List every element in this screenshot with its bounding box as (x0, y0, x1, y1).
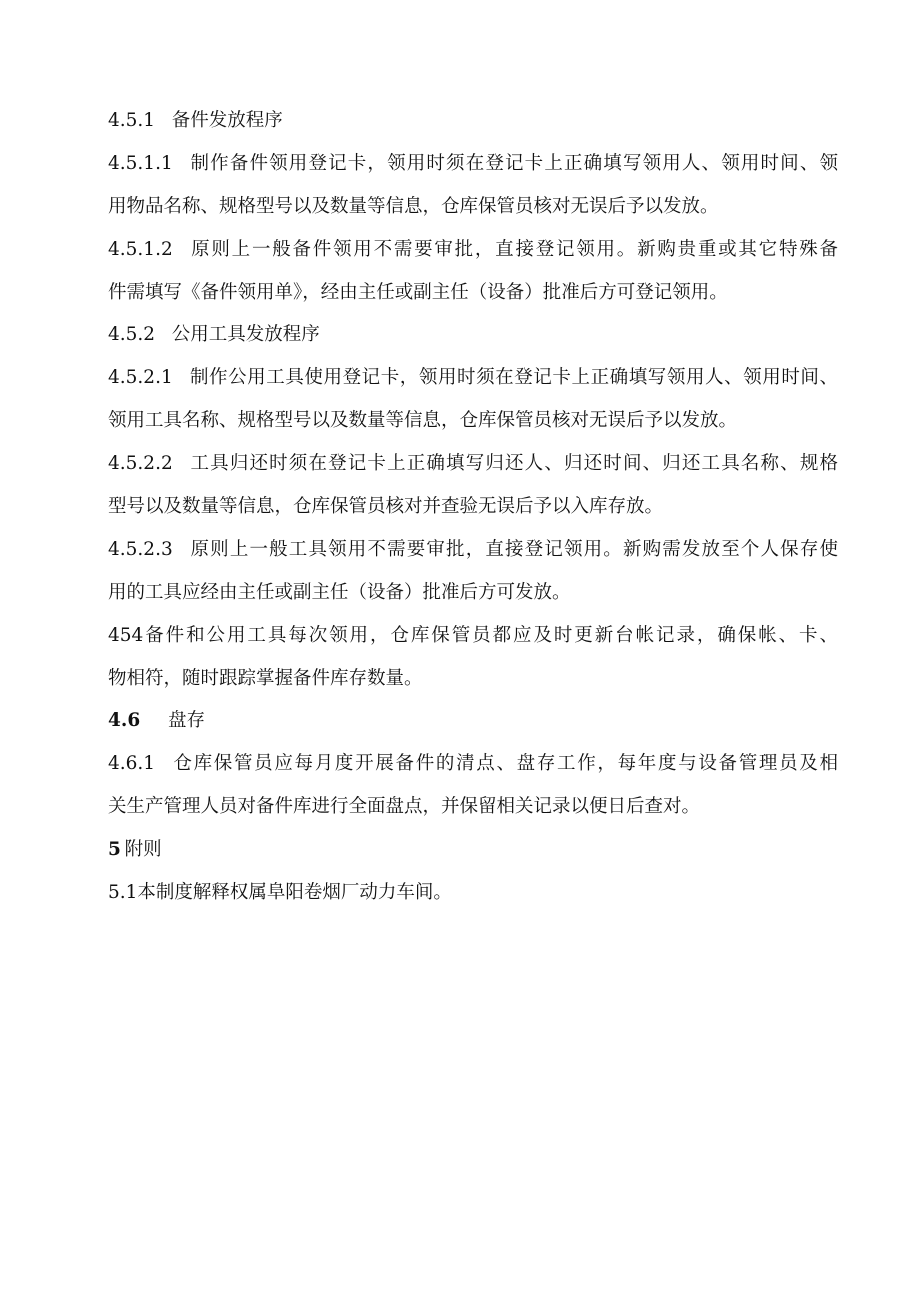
heading-4-5-2 (108, 320, 838, 350)
heading-4-6 (108, 706, 838, 736)
paragraph-4-5-2-1-line-1 (108, 363, 838, 393)
clause-text: 制作备件领用登记卡，领用时须在登记卡上正确填写领用人、领用时间、领 (189, 152, 838, 174)
section-title: 备件发放程序 (171, 110, 283, 131)
heading-5 (108, 835, 838, 865)
paragraph-4-5-2-2-line-1 (108, 449, 838, 479)
paragraph-454-line-2 (108, 664, 838, 694)
section-title: 公用工具发放程序 (171, 324, 320, 346)
clause-text: 领用工具名称、规格型号以及数量等信息，仓库保管员核对无误后予以发放。 (108, 410, 738, 432)
paragraph-4-5-1-1-line-2 (108, 192, 838, 222)
clause-number: 4.5.2.2 (108, 453, 173, 475)
paragraph-4-6-1-line-1 (108, 749, 838, 779)
clause-number: 4.6.1 (108, 753, 156, 775)
section-number: 5 (108, 839, 121, 861)
paragraph-4-6-1-line-2 (108, 792, 838, 822)
clause-text: 关生产管理人员对备件库进行全面盘点，并保留相关记录以便日后查对。 (108, 796, 701, 818)
section-title: 盘存 (167, 710, 205, 732)
clause-text: 件需填写《备件领用单》，经由主任或副主任（设备）批准后方可登记领用。 (108, 281, 728, 303)
paragraph-5-1 (108, 878, 838, 908)
document-body (108, 106, 838, 921)
clause-text: 工具归还时须在登记卡上正确填写归还人、归还时间、归还工具名称、规格 (189, 453, 838, 475)
paragraph-4-5-2-3-line-2 (108, 578, 838, 608)
clause-text: 5.1本制度解释权属阜阳卷烟厂动力车间。 (108, 882, 452, 904)
section-title: 附则 (124, 839, 162, 861)
clause-text: 454备件和公用工具每次领用，仓库保管员都应及时更新台帐记录，确保帐、卡、 (108, 624, 838, 646)
paragraph-4-5-2-2-line-2 (108, 492, 838, 522)
paragraph-4-5-1-2-line-2 (108, 278, 838, 308)
clause-number: 4.5.1.2 (108, 238, 173, 260)
clause-text: 原则上一般工具领用不需要审批，直接登记领用。新购需发放至个人保存使 (189, 538, 838, 560)
clause-text: 物相符，随时跟踪掌握备件库存数量。 (108, 667, 423, 689)
clause-text: 原则上一般备件领用不需要审批，直接登记领用。新购贵重或其它特殊备 (189, 238, 838, 260)
clause-text: 用物品名称、规格型号以及数量等信息，仓库保管员核对无误后予以发放。 (108, 195, 719, 217)
clause-text: 仓库保管员应每月度开展备件的清点、盘存工作，每年度与设备管理员及相 (171, 753, 838, 775)
section-number: 4.5.1 (108, 110, 156, 131)
clause-text: 制作公用工具使用登记卡，领用时须在登记卡上正确填写领用人、领用时间、 (189, 367, 838, 389)
paragraph-454-line-1 (108, 621, 838, 651)
clause-text: 型号以及数量等信息，仓库保管员核对并查验无误后予以入库存放。 (108, 496, 664, 518)
paragraph-4-5-2-1-line-2 (108, 406, 838, 436)
clause-text: 用的工具应经由主任或副主任（设备）批准后方可发放。 (108, 581, 571, 603)
clause-number: 4.5.2.1 (108, 367, 173, 389)
clause-number: 4.5.1.1 (108, 152, 173, 174)
paragraph-4-5-1-1-line-1 (108, 149, 838, 179)
paragraph-4-5-1-2-line-1 (108, 235, 838, 265)
section-number: 4.5.2 (108, 324, 156, 346)
section-number: 4.6 (108, 710, 141, 732)
paragraph-4-5-2-3-line-1 (108, 535, 838, 565)
heading-4-5-1 (108, 106, 838, 136)
clause-number: 4.5.2.3 (108, 538, 173, 560)
